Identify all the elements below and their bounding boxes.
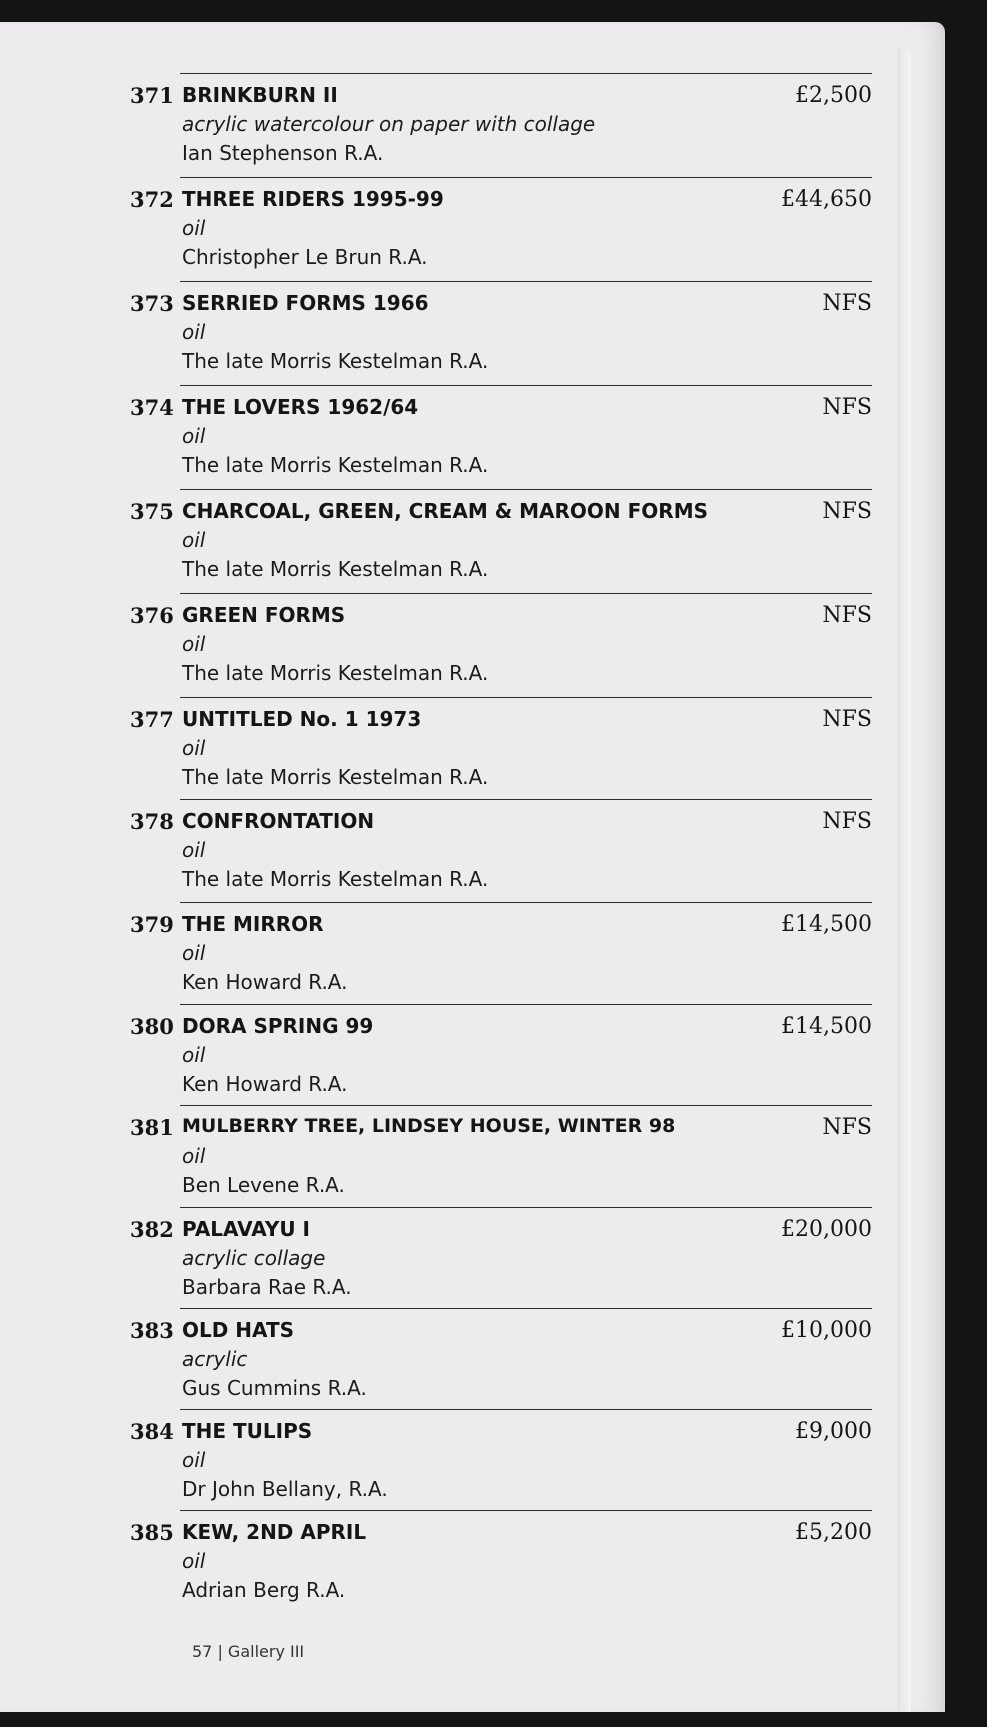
entry-artist: The late Morris Kestelman R.A. bbox=[182, 765, 489, 789]
entry-number: 371 bbox=[130, 83, 174, 108]
entry-medium: oil bbox=[182, 216, 206, 240]
entry-artist: Ken Howard R.A. bbox=[182, 970, 348, 994]
entry-artist: Dr John Bellany, R.A. bbox=[182, 1477, 388, 1501]
entry-medium: oil bbox=[182, 632, 206, 656]
entry-price: NFS bbox=[822, 809, 872, 834]
catalogue-entry-377 bbox=[130, 707, 872, 811]
entry-price: £20,000 bbox=[781, 1217, 872, 1242]
entry-medium: oil bbox=[182, 941, 206, 965]
entry-price: NFS bbox=[822, 395, 872, 420]
entry-medium: acrylic bbox=[182, 1347, 248, 1371]
entry-medium: oil bbox=[182, 1144, 206, 1168]
entry-medium: oil bbox=[182, 736, 206, 760]
entry-artist: Adrian Berg R.A. bbox=[182, 1578, 346, 1602]
entry-price: NFS bbox=[822, 707, 872, 732]
entry-rule bbox=[180, 1004, 872, 1005]
catalogue-entry-380 bbox=[130, 1014, 872, 1118]
entry-rule bbox=[180, 1510, 872, 1511]
entry-title: SERRIED FORMS 1966 bbox=[182, 291, 429, 315]
entry-title: CHARCOAL, GREEN, CREAM & MAROON FORMS bbox=[182, 499, 709, 523]
entry-price: £5,200 bbox=[795, 1520, 872, 1545]
entry-medium: oil bbox=[182, 1448, 206, 1472]
catalogue-entry-376 bbox=[130, 603, 872, 707]
catalogue-entry-384 bbox=[130, 1419, 872, 1523]
entry-number: 373 bbox=[130, 291, 174, 316]
catalogue-entry-378 bbox=[130, 809, 872, 913]
entry-number: 374 bbox=[130, 395, 174, 420]
entry-rule bbox=[180, 1409, 872, 1410]
entry-price: NFS bbox=[822, 291, 872, 316]
entry-artist: The late Morris Kestelman R.A. bbox=[182, 661, 489, 685]
entry-number: 378 bbox=[130, 809, 174, 834]
entry-rule bbox=[180, 489, 872, 490]
catalogue-entry-374 bbox=[130, 395, 872, 499]
entry-price: NFS bbox=[822, 603, 872, 628]
entry-medium: oil bbox=[182, 1549, 206, 1573]
page-footer: 57 | Gallery III bbox=[192, 1642, 305, 1661]
entry-title: OLD HATS bbox=[182, 1318, 295, 1342]
entry-artist: Christopher Le Brun R.A. bbox=[182, 245, 428, 269]
entry-rule bbox=[180, 799, 872, 800]
entry-rule bbox=[180, 902, 872, 903]
entry-number: 383 bbox=[130, 1318, 174, 1343]
entry-price: NFS bbox=[822, 1115, 872, 1140]
entry-price: NFS bbox=[822, 499, 872, 524]
entry-title: BRINKBURN II bbox=[182, 83, 338, 107]
entry-title: THE TULIPS bbox=[182, 1419, 313, 1443]
entry-rule bbox=[180, 281, 872, 282]
entry-rule bbox=[180, 593, 872, 594]
entry-number: 382 bbox=[130, 1217, 174, 1242]
entry-title: MULBERRY TREE, LINDSEY HOUSE, WINTER 98 bbox=[182, 1115, 676, 1137]
entry-title: THREE RIDERS 1995-99 bbox=[182, 187, 444, 211]
entry-number: 385 bbox=[130, 1520, 174, 1545]
catalogue-entry-381 bbox=[130, 1115, 872, 1219]
entry-price: £9,000 bbox=[795, 1419, 872, 1444]
entry-artist: Ian Stephenson R.A. bbox=[182, 141, 384, 165]
entry-price: £44,650 bbox=[781, 187, 872, 212]
catalogue-entry-385 bbox=[130, 1520, 872, 1624]
entry-rule bbox=[180, 177, 872, 178]
page-edge bbox=[897, 48, 911, 1712]
entry-medium: acrylic watercolour on paper with collage bbox=[182, 112, 596, 136]
entry-number: 377 bbox=[130, 707, 174, 732]
entry-medium: oil bbox=[182, 1043, 206, 1067]
entry-medium: oil bbox=[182, 838, 206, 862]
catalogue-entry-373 bbox=[130, 291, 872, 395]
entry-artist: The late Morris Kestelman R.A. bbox=[182, 867, 489, 891]
entry-artist: The late Morris Kestelman R.A. bbox=[182, 453, 489, 477]
entry-number: 381 bbox=[130, 1115, 174, 1140]
catalogue-entry-371 bbox=[130, 83, 872, 187]
entry-number: 379 bbox=[130, 912, 174, 937]
entry-medium: oil bbox=[182, 424, 206, 448]
entry-number: 372 bbox=[130, 187, 174, 212]
entry-title: GREEN FORMS bbox=[182, 603, 346, 627]
entry-artist: Ben Levene R.A. bbox=[182, 1173, 345, 1197]
catalogue-entry-379 bbox=[130, 912, 872, 1016]
catalogue-entry-375 bbox=[130, 499, 872, 603]
catalogue-entry-382 bbox=[130, 1217, 872, 1321]
entry-number: 380 bbox=[130, 1014, 174, 1039]
entry-rule bbox=[180, 1308, 872, 1309]
entry-number: 384 bbox=[130, 1419, 174, 1444]
entry-rule bbox=[180, 385, 872, 386]
entry-rule bbox=[180, 1105, 872, 1106]
catalogue-page bbox=[0, 22, 945, 1712]
entry-title: CONFRONTATION bbox=[182, 809, 375, 833]
entry-medium: acrylic collage bbox=[182, 1246, 326, 1270]
entry-rule bbox=[180, 697, 872, 698]
entry-medium: oil bbox=[182, 320, 206, 344]
entry-artist: Ken Howard R.A. bbox=[182, 1072, 348, 1096]
entry-artist: Gus Cummins R.A. bbox=[182, 1376, 367, 1400]
entry-price: £14,500 bbox=[781, 912, 872, 937]
entry-medium: oil bbox=[182, 528, 206, 552]
entry-rule bbox=[180, 73, 872, 74]
entry-artist: Barbara Rae R.A. bbox=[182, 1275, 352, 1299]
entry-price: £10,000 bbox=[781, 1318, 872, 1343]
entry-title: KEW, 2ND APRIL bbox=[182, 1520, 367, 1544]
entry-price: £2,500 bbox=[795, 83, 872, 108]
entry-title: DORA SPRING 99 bbox=[182, 1014, 374, 1038]
entry-rule bbox=[180, 1207, 872, 1208]
catalogue-entry-383 bbox=[130, 1318, 872, 1422]
entry-number: 376 bbox=[130, 603, 174, 628]
entry-title: THE MIRROR bbox=[182, 912, 324, 936]
entry-price: £14,500 bbox=[781, 1014, 872, 1039]
entry-artist: The late Morris Kestelman R.A. bbox=[182, 349, 489, 373]
entry-title: PALAVAYU I bbox=[182, 1217, 310, 1241]
entry-number: 375 bbox=[130, 499, 174, 524]
catalogue-entry-372 bbox=[130, 187, 872, 291]
entry-title: UNTITLED No. 1 1973 bbox=[182, 707, 422, 731]
entry-title: THE LOVERS 1962/64 bbox=[182, 395, 419, 419]
entry-artist: The late Morris Kestelman R.A. bbox=[182, 557, 489, 581]
